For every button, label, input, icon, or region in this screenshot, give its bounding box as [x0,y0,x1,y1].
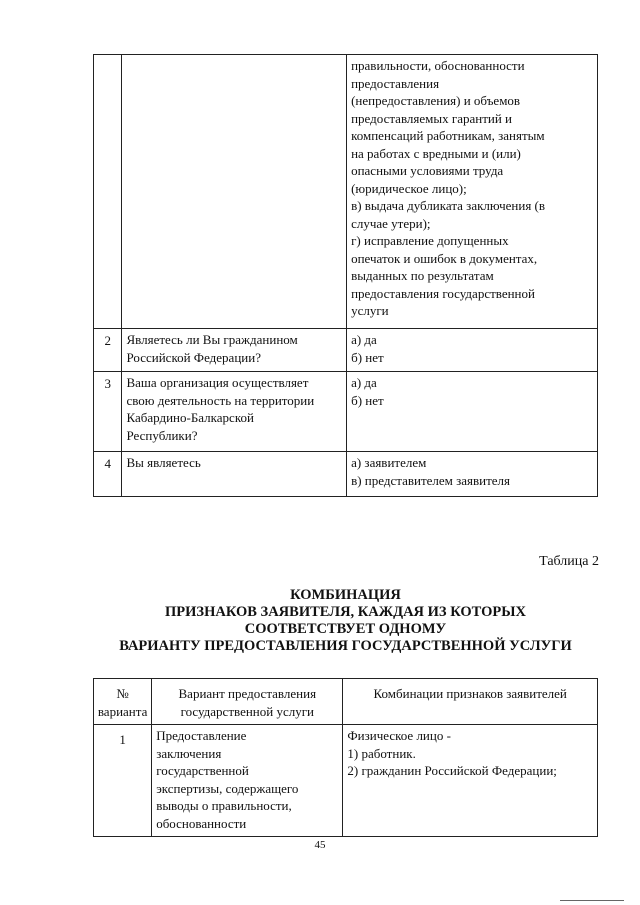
answer-line: опечаток и ошибок в документах, [351,250,538,266]
combinations-table [93,678,598,837]
question-cell [122,372,347,452]
question-line: Ваша организация осуществляет [126,375,309,390]
combination-cell [343,725,598,837]
header-variant [152,679,343,725]
row-number: 3 [94,372,122,452]
answer-line: на работах с вредными и (или) [351,145,521,161]
answer-line: компенсаций работникам, занятым [351,128,545,143]
answer-line: опасными условиями труда [351,163,504,178]
variant-line: обоснованности [156,815,247,831]
answer-cell [347,329,598,372]
header-line: № [116,686,129,701]
header-variant-number [94,679,152,725]
variant-line: государственной [156,763,249,778]
answer-line: а) заявителем [351,455,427,470]
variant-cell [152,725,343,837]
questions-table [93,54,598,497]
answer-line: в) представителем заявителя [351,472,511,488]
variant-line: экспертизы, содержащего [156,780,299,796]
page-number: 45 [314,839,326,851]
heading-line: КОМБИНАЦИЯ [290,587,401,603]
question-cell [122,329,347,372]
table-row [94,55,598,329]
variant-number: 1 [94,725,152,837]
question-line: Российской Федерации? [126,349,261,365]
answer-cell [347,55,598,329]
question-line: свою деятельность на территории [126,392,315,408]
combination-line: 2) гражданин Российской Федерации; [347,763,557,778]
answer-line: выданных по результатам [351,268,494,283]
header-line: государственной услуги [180,703,315,719]
heading-line: ПРИЗНАКОВ ЗАЯВИТЕЛЯ, КАЖДАЯ ИЗ КОТОРЫХ [165,604,526,620]
question-line: Республики? [126,427,198,443]
table-row [94,372,598,452]
answer-line: а) да [351,375,377,390]
row-number: 4 [94,452,122,497]
table-row [94,725,598,837]
answer-line: б) нет [351,349,384,365]
answer-line: предоставляемых гарантий и [351,110,512,126]
answer-line: в) выдача дубликата заключения (в [351,198,546,213]
question-cell [122,55,347,329]
answer-cell [347,372,598,452]
header-combination [343,679,598,725]
table-caption: Таблица 2 [539,554,599,569]
answer-line: предоставления государственной [351,285,535,301]
combination-line: 1) работник. [347,745,416,761]
table-row [94,452,598,497]
answer-line: (непредоставления) и объемов [351,93,521,108]
row-number [94,55,122,329]
question-line: Вы являетесь [126,455,201,470]
row-number: 2 [94,329,122,372]
table-header-row [94,679,598,725]
answer-line: правильности, обоснованности [351,58,525,73]
variant-line: заключения [156,745,222,761]
answer-cell [347,452,598,497]
answer-line: предоставления [351,75,440,91]
section-heading [93,587,598,655]
variant-line: выводы о правильности, [156,798,292,813]
answer-line: случае утери); [351,215,431,231]
heading-line: СООТВЕТСТВУЕТ ОДНОМУ [244,621,447,637]
answer-line: (юридическое лицо); [351,180,467,196]
answer-line: а) да [351,332,377,347]
header-line: Вариант предоставления [178,686,317,701]
question-line: Являетесь ли Вы гражданином [126,332,298,347]
question-cell [122,452,347,497]
answer-line: б) нет [351,392,384,408]
header-line: варианта [97,703,148,719]
heading-line: ВАРИАНТУ ПРЕДОСТАВЛЕНИЯ ГОСУДАРСТВЕННОЙ УСЛУГИ [119,638,572,654]
answer-line: услуги [351,303,389,318]
header-line: Комбинации признаков заявителей [373,686,567,701]
table-row [94,329,598,372]
scan-artifact-line [560,900,624,901]
answer-line: г) исправление допущенных [351,233,509,248]
question-line: Кабардино-Балкарской [126,410,254,425]
combination-line: Физическое лицо - [347,728,451,743]
variant-line: Предоставление [156,728,247,743]
